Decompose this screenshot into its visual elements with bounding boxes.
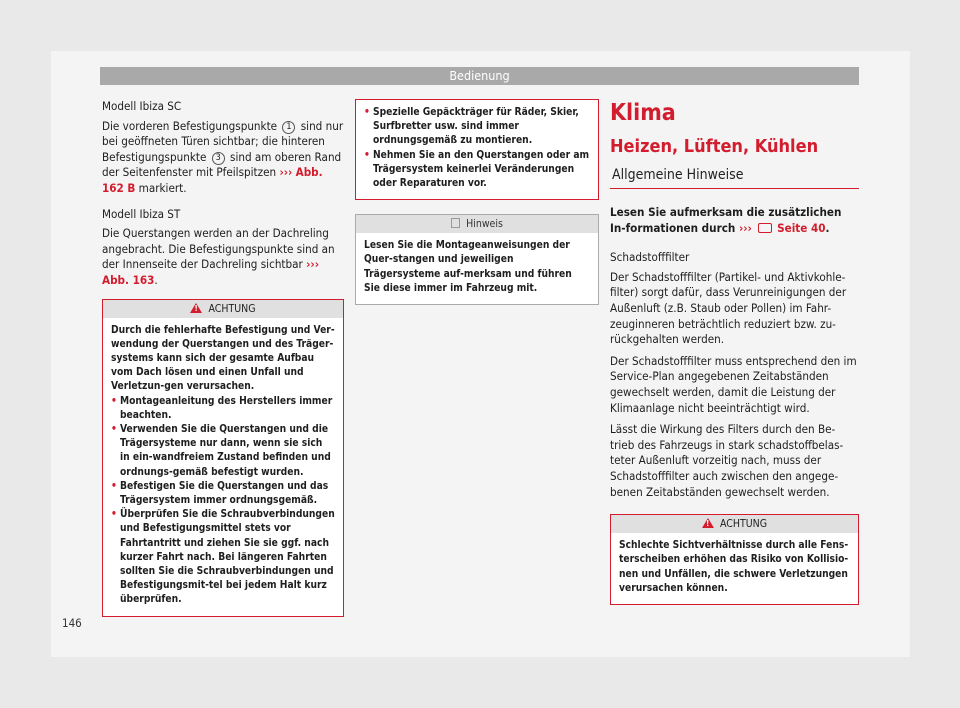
list-item: • Verwenden Sie die Querstangen und die Trägersysteme nur dann, wenn sie sich in ein-wandfreiem Zustand befinden und ordnungs-gemäß befestigt wurden.	[111, 423, 335, 480]
paragraph-ibiza-sc	[102, 119, 344, 197]
column-left	[102, 99, 344, 617]
warning-icon	[702, 518, 714, 528]
warning-title: ACHTUNG	[208, 302, 256, 315]
list-item: • Überprüfen Sie die Schraubverbindungen und Befestigungsmittel stets vor Fahrtantritt und ziehen Sie sie ggf. nach kurzer Fahrt nach. Bei längeren Fahrten sollten Sie die Schraubverbindungen und Befestigungsmit-tel bei jedem Halt kurz überprüfen.	[111, 508, 335, 607]
text: sind nur bei geöffneten Türen sichtbar; die hinteren Befestigungspunkte	[102, 118, 344, 164]
note-title: Hinweis	[466, 218, 503, 231]
list-item: • Befestigen Sie die Querstangen und das Trägersystem immer ordnungsgemäß.	[111, 480, 335, 508]
warning-box-continued	[355, 99, 599, 200]
warning-box	[102, 299, 344, 617]
warning-body: Schlechte Sichtverhältnisse durch alle Fens-terscheiben erhöhen das Risiko von Kollisio-nen und Unfällen, die schwere Verletzungen verursachen können.	[619, 540, 849, 594]
warning-title: ACHTUNG	[719, 518, 768, 531]
paragraph-ibiza-st: Die Querstangen werden an der Dachreling angebracht. Die Befestigungspunkte sind an der Innenseite der Dachreling sichtbar ››› Abb. 163.	[102, 226, 335, 287]
arrows-icon: ›››	[306, 257, 320, 272]
callout-3: 3	[212, 152, 225, 165]
paragraph: Lässt die Wirkung des Filters durch den Be-trieb des Fahrzeugs in stark schadstoffbelas-teter Außenluft vorzeitig nach, muss der Schadstofffilter auch zwischen den angege-benen Zeitabständen gewechselt werden.	[610, 422, 844, 499]
column-right	[610, 99, 859, 605]
note-box	[355, 214, 599, 305]
note-body: Lesen Sie die Montageanweisungen der Quer-stangen und jeweiligen Trägersysteme auf-merksam und führen Sie diese immer im Fahrzeug mit.	[364, 240, 572, 294]
text: sind am oberen Rand der Seitenfenster mit Pfeilspitzen	[102, 149, 342, 180]
chapter-title: Klima	[610, 100, 676, 126]
warning-text: Durch die fehlerhafte Befestigung und Ver-wendung der Querstangen und des Träger-systems kann sich der gesamte Aufbau vom Dach lösen und einen Unfall und Verletzun-gen verursachen.	[111, 324, 335, 393]
warning-icon	[190, 303, 202, 313]
callout-1: 1	[282, 121, 295, 134]
page-header: Bedienung	[100, 67, 859, 85]
arrows-icon: ›››	[279, 165, 293, 180]
heading-ibiza-st: Modell Ibiza ST	[102, 206, 181, 221]
column-middle	[355, 99, 599, 305]
section-title: Heizen, Lüften, Kühlen	[610, 136, 819, 157]
subsection-title: Allgemeine Hinweise	[610, 165, 859, 189]
warning-header	[611, 515, 858, 533]
intro-paragraph: Lesen Sie aufmerksam die zusätzlichen In-formationen durch ››› Seite 40.	[610, 205, 842, 235]
text: markiert.	[138, 180, 187, 195]
figure-link-162b[interactable]: Abb. 162 B	[102, 165, 323, 195]
figure-link-163[interactable]: Abb. 163	[102, 272, 155, 287]
book-icon	[758, 223, 772, 233]
note-icon	[451, 218, 460, 228]
paragraph: Der Schadstofffilter muss entsprechend den im Service-Plan angegebenen Zeitabständen gewechselt werden, damit die Leistung der Klimaanlage nicht beeinträchtigt wird.	[610, 353, 857, 415]
page-number: 146	[62, 616, 82, 630]
paragraph: Der Schadstofffilter (Partikel- und Aktivkohle-filter) sorgt dafür, dass Verunreinigungen der Außenluft (z.B. Staub oder Pollen) im Fahr-zeuginneren beträchtlich reduziert bzw. zu-rückgehalten werden.	[610, 269, 847, 347]
arrows-icon: ›››	[738, 220, 752, 235]
list-item: • Spezielle Gepäckträger für Räder, Skier, Surfbretter usw. sind immer ordnungsgemäß zu montieren.	[364, 106, 590, 149]
text: Die vorderen Befestigungspunkte	[102, 118, 278, 133]
warning-box	[610, 514, 859, 605]
list-item: • Nehmen Sie an den Querstangen oder am Trägersystem keinerlei Veränderungen oder Reparaturen vor.	[364, 149, 590, 192]
text: Lesen Sie aufmerksam die zusätzlichen In-formationen durch	[610, 205, 842, 235]
list-item: • Montageanleitung des Herstellers immer beachten.	[111, 395, 335, 423]
heading-filter: Schadstofffilter	[610, 250, 690, 265]
warning-body	[356, 100, 598, 199]
page-link[interactable]: Seite 40	[777, 220, 826, 235]
note-header	[356, 215, 598, 233]
text: Die Querstangen werden an der Dachreling angebracht. Die Befestigungspunkte sind an der Innenseite der Dachreling sichtbar	[102, 226, 335, 272]
warning-header	[103, 300, 343, 318]
warning-body	[103, 318, 343, 616]
heading-ibiza-sc: Modell Ibiza SC	[102, 99, 182, 113]
